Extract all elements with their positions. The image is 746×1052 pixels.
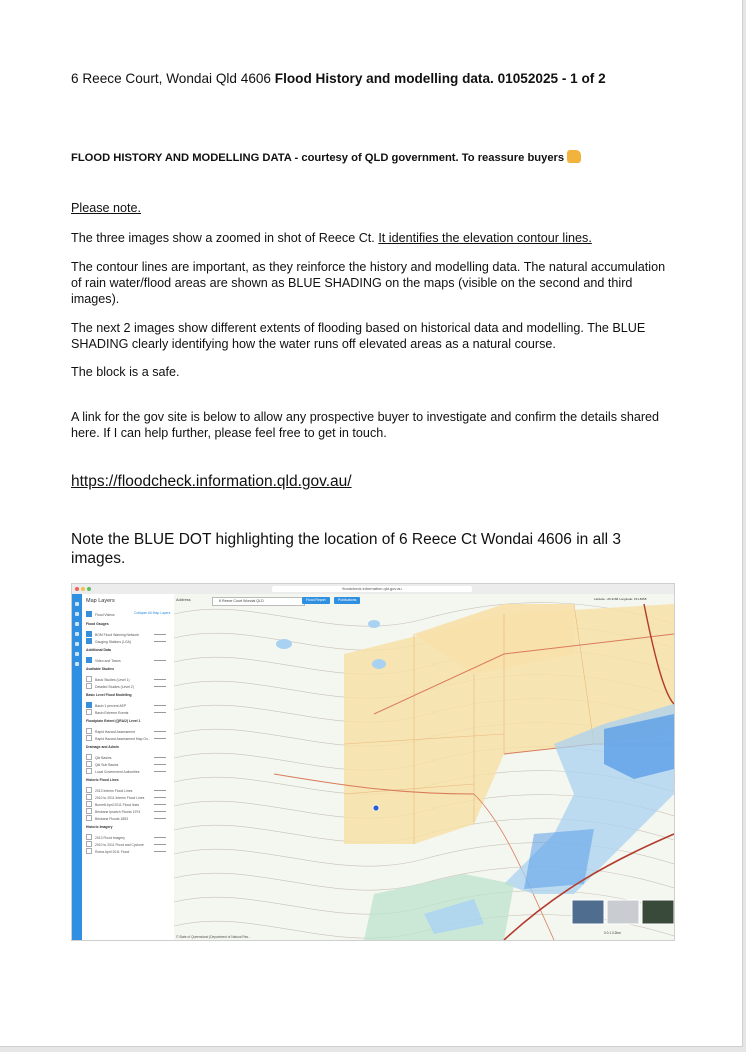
info-icon: [75, 642, 79, 646]
layer-group-heading: [86, 778, 119, 782]
layer-row: [86, 735, 150, 741]
opacity-slider: [154, 811, 166, 812]
opacity-slider: [154, 705, 166, 706]
paragraph-2: The contour lines are important, as they reinforce the history and modelling data. The natural accumulation of rain water/flood areas are shown as BLUE SHADING on the maps (visible on the second and third images).: [71, 260, 666, 306]
opacity-slider: [154, 804, 166, 805]
layer-checkbox: [86, 631, 92, 637]
layer-group-heading: [86, 648, 111, 652]
layer-label: Burnett April 2011 Flood lines: [95, 803, 140, 807]
layer-row: [86, 638, 131, 644]
layer-row: [86, 815, 128, 821]
opacity-slider: [154, 797, 166, 798]
basemap-thumbnail: [642, 900, 674, 924]
layer-checkbox: [86, 709, 92, 715]
layer-label: Historic Imagery: [86, 825, 113, 829]
layer-checkbox: [86, 676, 92, 682]
layer-group-heading: [86, 825, 113, 829]
layer-row: [86, 841, 144, 847]
layer-label: Qld Sub Basins: [95, 763, 119, 767]
layer-group-heading: [86, 622, 109, 626]
layers-icon: [75, 602, 79, 606]
subheading: [71, 150, 671, 166]
layer-checkbox: [86, 794, 92, 800]
layer-row: [86, 728, 135, 734]
pond: [276, 639, 292, 649]
layer-checkbox: [86, 761, 92, 767]
opacity-slider: [154, 844, 166, 845]
layer-checkbox: [86, 787, 92, 793]
paragraph-1-text: The three images show a zoomed in shot of Reece Ct.: [71, 231, 379, 245]
basemap-thumbnail: [607, 900, 639, 924]
layer-label: Flood Gauges: [86, 622, 109, 626]
flood-videos-label: Flood Videos: [95, 613, 115, 617]
map-screenshot: [71, 583, 675, 941]
layer-group-heading: [86, 745, 119, 749]
paragraph-5: A link for the gov site is below to allow any prospective buyer to investigate and confirm the details shared here. If I can help further, please feel free to get in touch.: [71, 410, 660, 440]
flood-report-button: Flood Report: [302, 597, 330, 604]
map-scale: 0 0.1 0.2km: [604, 931, 621, 935]
layer-checkbox: [86, 702, 92, 708]
opacity-slider: [154, 790, 166, 791]
layer-checkbox: [86, 815, 92, 821]
opacity-slider: [154, 641, 166, 642]
opacity-slider: [154, 818, 166, 819]
layer-label: Drainage and Admin: [86, 745, 119, 749]
address-label: Address: [176, 597, 191, 602]
paragraph-3: The next 2 images show different extents of flooding based on historical data and modelling. The BLUE SHADING clearly identifying how the water runs off elevated areas as a natural course.: [71, 321, 646, 351]
layer-label: BOM Flood Warning Network: [95, 633, 139, 637]
layer-row: [86, 754, 111, 760]
opacity-slider: [154, 660, 166, 661]
layer-row: [86, 631, 139, 637]
opacity-slider: [154, 851, 166, 852]
header-address: 6 Reece Court, Wondai Qld 4606: [71, 71, 275, 86]
floodcheck-link[interactable]: https://floodcheck.information.qld.gov.au/: [71, 473, 352, 490]
browser-url: floodcheck.information.qld.gov.au: [272, 586, 472, 592]
opacity-slider: [154, 757, 166, 758]
layer-label: Basin 1 percent AEP: [95, 704, 127, 708]
search-icon: [75, 612, 79, 616]
please-note: Please note.: [71, 201, 142, 215]
maximize-dot-icon: [87, 587, 91, 591]
layer-label: Basin Extreme Events: [95, 711, 129, 715]
layer-checkbox: [86, 801, 92, 807]
layer-checkbox: [86, 735, 92, 741]
opacity-slider: [154, 771, 166, 772]
layer-label: Basic Studies (Level 1): [95, 678, 130, 682]
layer-group-heading: [86, 667, 114, 671]
pond: [368, 620, 380, 628]
layer-label: Floodplain Extent (QRA/2) Level 1: [86, 719, 141, 723]
layer-label: Brisbane Ipswich Floods 1974: [95, 810, 141, 814]
layer-row: [86, 683, 134, 689]
layer-label: 2010 to 2011 Interim Flood Lines: [95, 796, 145, 800]
header-title: Flood History and modelling data. 01052025 - 1 of 2: [274, 71, 606, 86]
document-header: [71, 71, 671, 87]
layer-checkbox: [86, 808, 92, 814]
paragraph-4: The block is a safe.: [71, 365, 180, 379]
paragraph-1-underlined: It identifies the elevation contour lines.: [378, 231, 592, 245]
print-icon: [75, 622, 79, 626]
layer-row: [86, 794, 144, 800]
opacity-slider: [154, 634, 166, 635]
opacity-slider: [154, 837, 166, 838]
layer-label: Rapid Hazard Assessment: [95, 730, 135, 734]
paragraph-1: [71, 230, 671, 246]
layer-group-heading: [86, 719, 140, 723]
measure-icon: [75, 652, 79, 656]
layer-row: [86, 709, 128, 715]
layer-label: 2013 Flood imagery: [95, 836, 125, 840]
blue-dot-note: Note the BLUE DOT highlighting the location of 6 Reece Ct Wondai 4606 in all 3 images.: [71, 531, 622, 567]
layer-row: [86, 834, 125, 840]
coordinates-readout: Latitude: -26.3168 Longitude: 151.8458: [594, 597, 647, 601]
layer-label: Brisbane Floods 1893: [95, 817, 128, 821]
layer-row: [86, 676, 130, 682]
layer-row: [86, 768, 139, 774]
layer-checkbox: [86, 657, 92, 663]
opacity-slider: [154, 738, 166, 739]
layer-row: [86, 761, 118, 767]
opacity-slider: [154, 679, 166, 680]
layer-checkbox: [86, 683, 92, 689]
map-layers-panel: [82, 594, 175, 940]
layer-label: Roma April 2011 Flood: [95, 850, 130, 854]
app-left-rail: [72, 594, 82, 940]
flood-videos-checkbox: [86, 611, 92, 617]
opacity-slider: [154, 686, 166, 687]
opacity-slider: [154, 712, 166, 713]
layer-row: [86, 787, 132, 793]
layer-row: [86, 702, 126, 708]
address-search-input: 6 Reece Court Wondai QLD: [212, 597, 305, 606]
flood-videos-row: [86, 611, 115, 617]
opacity-slider: [154, 731, 166, 732]
layer-label: 2010 to 2011 Flood and Cyclone: [95, 843, 144, 847]
basemap-thumbnail: [572, 900, 604, 924]
layer-label: Qld Basins: [95, 756, 112, 760]
layer-row: [86, 808, 140, 814]
layer-label: Video and Towns: [95, 659, 121, 663]
layer-row: [86, 801, 139, 807]
layer-label: Local Government Authorities: [95, 770, 140, 774]
layer-label: Gauging Stations (LGA): [95, 640, 131, 644]
help-icon: [75, 662, 79, 666]
layer-label: Detailed Studies (Level 2): [95, 685, 134, 689]
map-attribution: © State of Queensland (Department of Natural Res...: [176, 935, 251, 939]
close-dot-icon: [75, 587, 79, 591]
thumbs-up-icon: [567, 150, 581, 163]
location-dot: [373, 805, 379, 811]
layer-label: Additional Data: [86, 648, 111, 652]
layer-row: [86, 848, 129, 854]
layer-checkbox: [86, 728, 92, 734]
layer-label: Available Studies: [86, 667, 114, 671]
panel-title: Map Layers: [86, 598, 115, 604]
layer-label: Basic Level Flood Modelling: [86, 693, 132, 697]
collapse-link: Collapse All Map Layers: [134, 611, 171, 615]
layer-group-heading: [86, 693, 132, 697]
minimize-dot-icon: [81, 587, 85, 591]
pond: [372, 659, 386, 669]
layer-label: Historic Flood Lines: [86, 778, 119, 782]
layer-label: 2013 Interim Flood Lines: [95, 789, 133, 793]
layer-checkbox: [86, 768, 92, 774]
flood-map: [174, 594, 674, 940]
layer-checkbox: [86, 841, 92, 847]
layer-checkbox: [86, 848, 92, 854]
subheading-text: FLOOD HISTORY AND MODELLING DATA - courtesy of QLD government. To reassure buyers: [71, 152, 565, 164]
layer-checkbox: [86, 754, 92, 760]
layer-label: Rapid Hazard Assessment Map Ov...: [95, 737, 151, 741]
layer-checkbox: [86, 638, 92, 644]
publications-button: Publications: [334, 597, 360, 604]
layer-row: [86, 657, 121, 663]
share-icon: [75, 632, 79, 636]
layer-checkbox: [86, 834, 92, 840]
opacity-slider: [154, 764, 166, 765]
